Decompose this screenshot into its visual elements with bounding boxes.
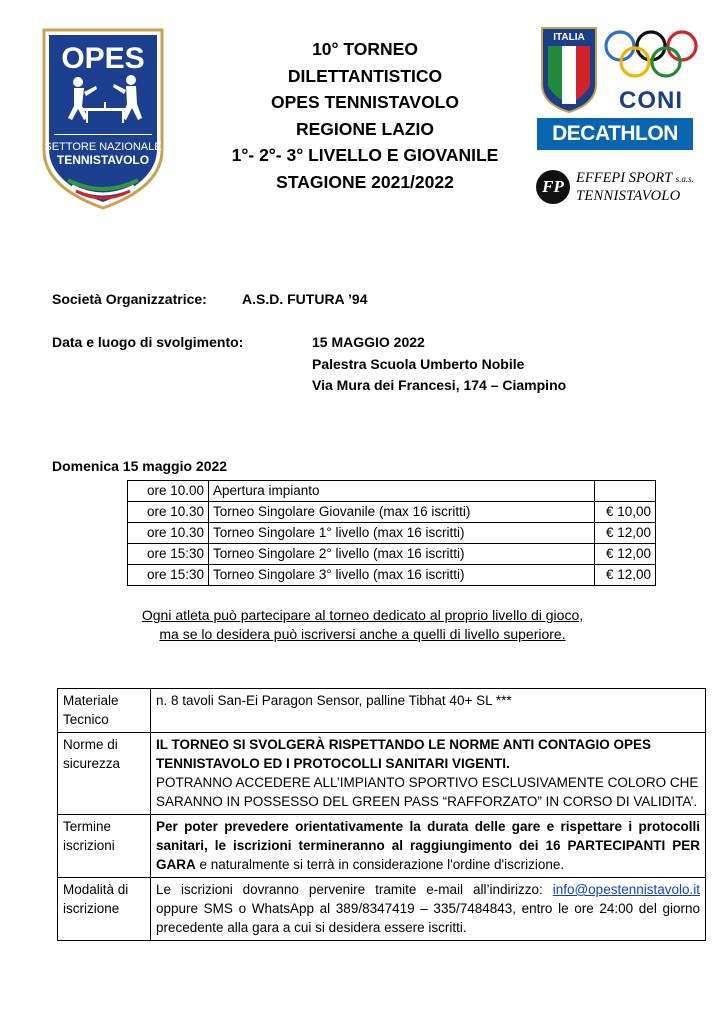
price-cell: € 10,00 (595, 502, 656, 523)
price-cell: € 12,00 (595, 565, 656, 586)
modalita-pre: Le iscrizioni dovranno pervenire tramite e-mail all’indirizzo: (156, 882, 553, 897)
venue-value: Palestra Scuola Umberto Nobile (312, 356, 525, 372)
page-title (195, 36, 535, 196)
materiale-value: n. 8 tavoli San-Ei Paragon Sensor, palline Tibhat 40+ SL *** (151, 689, 706, 733)
modalita-value (151, 878, 706, 941)
opes-logo-line1: SETTORE NAZIONALE (44, 141, 162, 153)
table-row (58, 733, 706, 815)
effepi-line2: TENNISTAVOLO (576, 188, 681, 204)
opes-logo (38, 22, 168, 212)
price-cell: € 12,00 (595, 523, 656, 544)
organizer-value: A.S.D. FUTURA ’94 (242, 291, 368, 307)
price-cell: € 12,00 (595, 544, 656, 565)
decathlon-logo: DECATHLON (537, 118, 693, 150)
event-cell: Torneo Singolare Giovanile (max 16 iscritti) (209, 502, 595, 523)
time-cell: ore 15:30 (128, 544, 209, 565)
table-row (128, 565, 656, 586)
norme-text: POTRANNO ACCEDERE ALL’IMPIANTO SPORTIVO ESCLUSIVAMENTE COLORO CHE SARANNO IN POSSESSO DEL GREEN PASS “RAFFORZATO” IN CORSO DI VALIDITA’. (156, 775, 699, 809)
termine-value (151, 815, 706, 878)
table-row (58, 815, 706, 878)
coni-logo (540, 26, 700, 114)
title-line: REGIONE LAZIO (295, 118, 435, 139)
modalita-label: Modalità di iscrizione (58, 878, 151, 941)
termine-bold: Per poter prevedere orientativamente la durata delle gare e rispettare i protocolli sanitari, le iscrizioni termineranno al raggiungimento dei 16 PARTECIPANTI PER GARA (156, 819, 700, 872)
event-cell: Torneo Singolare 3° livello (max 16 iscritti) (209, 565, 595, 586)
norme-label: Norme di sicurezza (58, 733, 151, 815)
title-line: DILETTANTISTICO (287, 65, 443, 86)
coni-name: CONI (619, 87, 683, 114)
event-cell: Torneo Singolare 2° livello (max 16 iscritti) (209, 544, 595, 565)
effepi-mark: FP (536, 170, 570, 204)
norme-value (151, 733, 706, 815)
termine-text: e naturalmente si terrà in considerazione l'ordine d'iscrizione. (195, 857, 565, 872)
table-row (128, 523, 656, 544)
termine-label: Termine iscrizioni (58, 815, 151, 878)
note-line: Ogni atleta può partecipare al torneo dedicato al proprio livello di gioco, (141, 607, 584, 623)
table-row (58, 878, 706, 941)
time-cell: ore 15:30 (128, 565, 209, 586)
time-cell: ore 10.00 (128, 481, 209, 502)
schedule-title: Domenica 15 maggio 2022 (52, 458, 228, 474)
date-value: 15 MAGGIO 2022 (312, 334, 425, 350)
materiale-label: Materiale Tecnico (58, 689, 151, 733)
effepi-sport-logo (536, 168, 706, 212)
email-link[interactable]: info@opestennistavolo.it (552, 882, 700, 897)
title-line: 1°- 2°- 3° LIVELLO E GIOVANILE (231, 145, 499, 166)
modalita-post: oppure SMS o WhatsApp al 389/8347419 – 335/7484843, entro le ore 24:00 del giorno precedente alla gara a cui si desidera essere iscritti. (156, 901, 700, 935)
address-value: Via Mura dei Francesi, 174 – Ciampino (312, 377, 567, 393)
time-cell: ore 10.30 (128, 523, 209, 544)
price-cell (595, 481, 656, 502)
coni-italia: ITALIA (553, 32, 585, 43)
title-line: OPES TENNISTAVOLO (271, 92, 459, 113)
event-cell: Torneo Singolare 1° livello (max 16 iscritti) (209, 523, 595, 544)
opes-logo-line2: TENNISTAVOLO (56, 153, 150, 167)
opes-logo-name: OPES (61, 42, 145, 75)
details-table (57, 688, 706, 941)
norme-bold: IL TORNEO SI SVOLGERÀ RISPETTANDO LE NORME ANTI CONTAGIO OPES TENNISTAVOLO ED I PROTOCOLLI SANITARI VIGENTI. (156, 737, 652, 771)
date-label: Data e luogo di svolgimento: (52, 334, 244, 350)
event-cell: Apertura impianto (209, 481, 595, 502)
note-line: ma se lo desidera può iscriversi anche a quelli di livello superiore. (159, 626, 566, 642)
organizer-label: Società Organizzatrice: (52, 291, 207, 307)
table-row (128, 481, 656, 502)
schedule-table (127, 480, 656, 586)
table-row (128, 502, 656, 523)
time-cell: ore 10.30 (128, 502, 209, 523)
title-line: STAGIONE 2021/2022 (276, 171, 454, 192)
title-line: 10° TORNEO (312, 39, 418, 59)
level-note (80, 606, 645, 644)
effepi-line1: EFFEPI SPORT s.a.s. (576, 170, 694, 186)
table-row (128, 544, 656, 565)
table-row (58, 689, 706, 733)
